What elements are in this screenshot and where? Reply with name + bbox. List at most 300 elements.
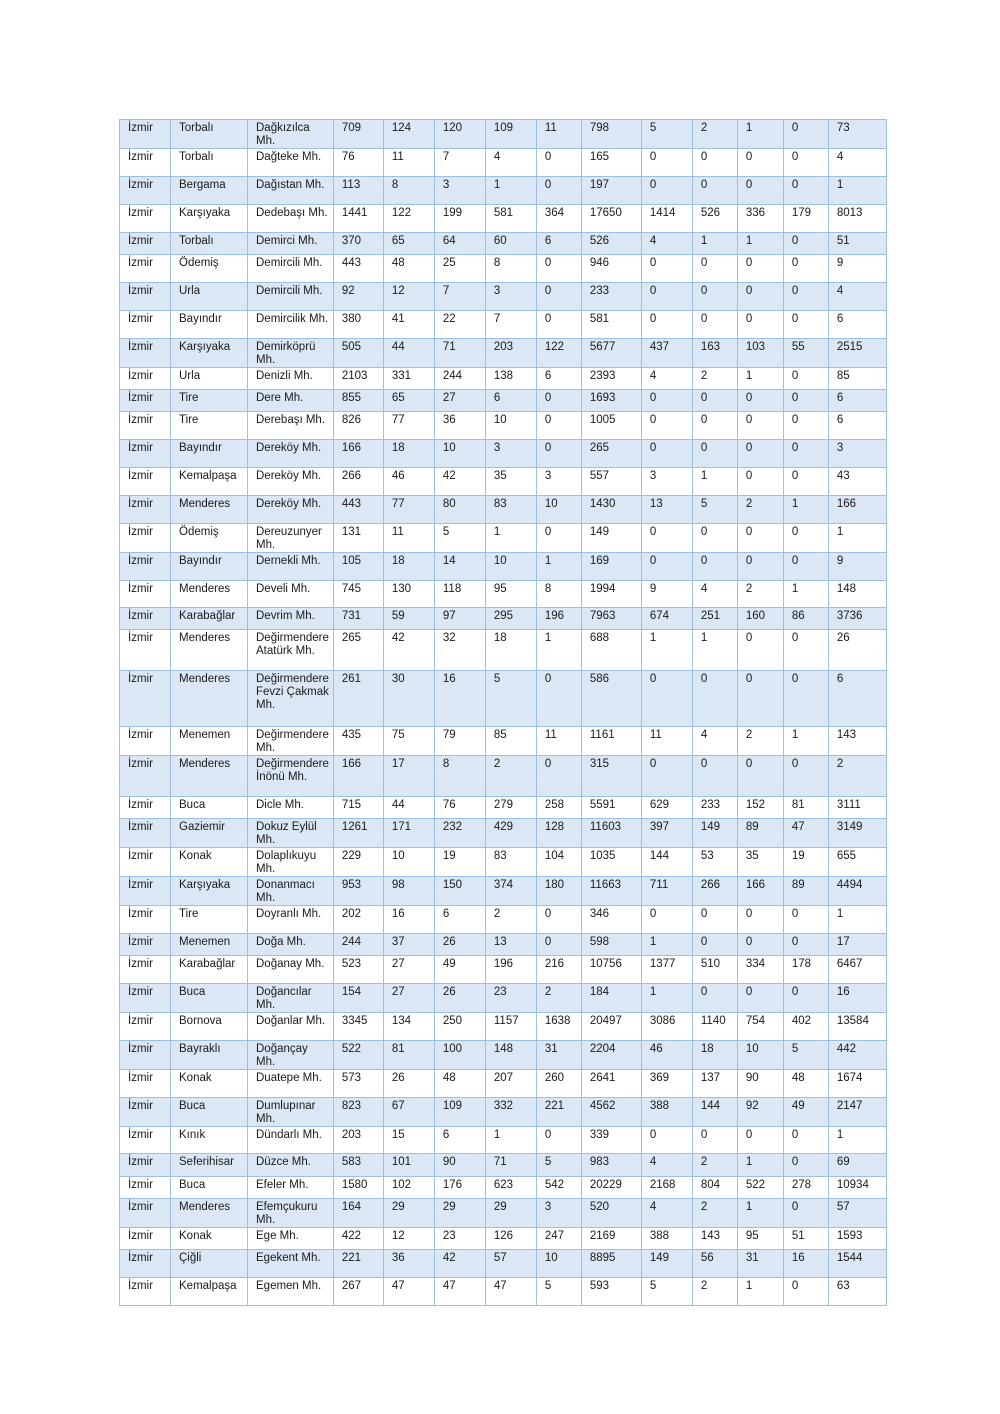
table-row — [120, 581, 887, 608]
cell-c7: 4 — [641, 233, 692, 255]
cell-c2: 42 — [383, 630, 434, 671]
cell-c8: 4 — [692, 581, 737, 608]
cell-c3: 6 — [434, 1127, 485, 1154]
cell-c2: 12 — [383, 1228, 434, 1250]
cell-c7: 0 — [641, 311, 692, 339]
cell-c6: 346 — [581, 906, 641, 934]
cell-c10: 0 — [783, 255, 828, 283]
table-row — [120, 848, 887, 877]
table-row — [120, 311, 887, 339]
cell-c4: 6 — [485, 390, 536, 412]
cell-district: Bornova — [171, 1013, 248, 1041]
cell-district: Torbalı — [171, 120, 248, 149]
cell-c1: 745 — [333, 581, 383, 608]
cell-c11: 3736 — [828, 608, 886, 630]
cell-c11: 2515 — [828, 339, 886, 368]
cell-c11: 655 — [828, 848, 886, 877]
cell-province: İzmir — [120, 1070, 171, 1098]
cell-neighborhood: Dolaplıkuyu Mh. — [248, 848, 334, 877]
table-row — [120, 553, 887, 581]
cell-c10: 0 — [783, 630, 828, 671]
cell-c5: 3 — [536, 1199, 581, 1228]
cell-c3: 3 — [434, 177, 485, 205]
cell-c2: 102 — [383, 1177, 434, 1199]
table-row — [120, 671, 887, 727]
cell-c3: 5 — [434, 524, 485, 553]
cell-c10: 0 — [783, 283, 828, 311]
cell-c4: 332 — [485, 1098, 536, 1127]
cell-neighborhood: Doğançay Mh. — [248, 1041, 334, 1070]
cell-c8: 0 — [692, 390, 737, 412]
cell-c8: 0 — [692, 255, 737, 283]
cell-c2: 29 — [383, 1199, 434, 1228]
cell-c8: 0 — [692, 1127, 737, 1154]
cell-c4: 95 — [485, 581, 536, 608]
cell-district: Buca — [171, 1098, 248, 1127]
cell-c10: 1 — [783, 581, 828, 608]
cell-c2: 59 — [383, 608, 434, 630]
cell-c6: 2641 — [581, 1070, 641, 1098]
cell-c6: 165 — [581, 149, 641, 177]
cell-c3: 76 — [434, 797, 485, 819]
cell-c4: 10 — [485, 412, 536, 440]
cell-province: İzmir — [120, 440, 171, 468]
cell-c10: 178 — [783, 956, 828, 984]
cell-c7: 711 — [641, 877, 692, 906]
cell-neighborhood: Dedebaşı Mh. — [248, 205, 334, 233]
cell-district: Gaziemir — [171, 819, 248, 848]
cell-c9: 152 — [737, 797, 783, 819]
cell-c2: 8 — [383, 177, 434, 205]
cell-c1: 244 — [333, 934, 383, 956]
cell-c11: 69 — [828, 1154, 886, 1177]
cell-c9: 0 — [737, 255, 783, 283]
cell-c7: 0 — [641, 149, 692, 177]
cell-c4: 2 — [485, 906, 536, 934]
cell-c2: 47 — [383, 1278, 434, 1306]
cell-c5: 180 — [536, 877, 581, 906]
cell-c4: 581 — [485, 205, 536, 233]
cell-c10: 47 — [783, 819, 828, 848]
cell-c9: 10 — [737, 1041, 783, 1070]
cell-c4: 29 — [485, 1199, 536, 1228]
cell-province: İzmir — [120, 1127, 171, 1154]
cell-c2: 18 — [383, 440, 434, 468]
cell-c4: 138 — [485, 368, 536, 390]
cell-neighborhood: Dağkızılca Mh. — [248, 120, 334, 149]
cell-c3: 64 — [434, 233, 485, 255]
cell-c10: 1 — [783, 727, 828, 756]
cell-c6: 184 — [581, 984, 641, 1013]
cell-province: İzmir — [120, 1154, 171, 1177]
cell-c1: 443 — [333, 496, 383, 524]
cell-province: İzmir — [120, 120, 171, 149]
cell-province: İzmir — [120, 339, 171, 368]
cell-c1: 522 — [333, 1041, 383, 1070]
cell-c4: 47 — [485, 1278, 536, 1306]
cell-district: Tire — [171, 390, 248, 412]
cell-c7: 144 — [641, 848, 692, 877]
cell-c5: 11 — [536, 727, 581, 756]
cell-neighborhood: Dumlupınar Mh. — [248, 1098, 334, 1127]
cell-c2: 46 — [383, 468, 434, 496]
cell-c11: 6 — [828, 311, 886, 339]
cell-c3: 48 — [434, 1070, 485, 1098]
cell-c1: 583 — [333, 1154, 383, 1177]
table-body — [120, 120, 887, 1306]
table-row — [120, 934, 887, 956]
cell-c5: 2 — [536, 984, 581, 1013]
cell-c6: 557 — [581, 468, 641, 496]
cell-neighborhood: Değirmendere Mh. — [248, 727, 334, 756]
cell-province: İzmir — [120, 412, 171, 440]
cell-province: İzmir — [120, 877, 171, 906]
cell-c6: 520 — [581, 1199, 641, 1228]
cell-province: İzmir — [120, 1278, 171, 1306]
cell-c10: 0 — [783, 1154, 828, 1177]
cell-c8: 0 — [692, 984, 737, 1013]
cell-c8: 0 — [692, 934, 737, 956]
cell-c4: 35 — [485, 468, 536, 496]
table-row — [120, 496, 887, 524]
cell-c7: 0 — [641, 1127, 692, 1154]
cell-c6: 1994 — [581, 581, 641, 608]
cell-c7: 1 — [641, 934, 692, 956]
cell-c11: 1 — [828, 1127, 886, 1154]
cell-c9: 1 — [737, 368, 783, 390]
table-row — [120, 120, 887, 149]
cell-province: İzmir — [120, 149, 171, 177]
cell-c3: 26 — [434, 984, 485, 1013]
cell-c6: 798 — [581, 120, 641, 149]
cell-c10: 0 — [783, 311, 828, 339]
cell-c9: 334 — [737, 956, 783, 984]
cell-c5: 128 — [536, 819, 581, 848]
cell-c11: 1 — [828, 524, 886, 553]
cell-district: Seferihisar — [171, 1154, 248, 1177]
cell-district: Karşıyaka — [171, 339, 248, 368]
cell-c1: 1261 — [333, 819, 383, 848]
cell-district: Konak — [171, 1070, 248, 1098]
cell-c1: 370 — [333, 233, 383, 255]
cell-c7: 629 — [641, 797, 692, 819]
cell-c10: 402 — [783, 1013, 828, 1041]
cell-c6: 581 — [581, 311, 641, 339]
cell-c3: 109 — [434, 1098, 485, 1127]
cell-c3: 118 — [434, 581, 485, 608]
cell-district: Menderes — [171, 671, 248, 727]
cell-province: İzmir — [120, 671, 171, 727]
cell-c6: 149 — [581, 524, 641, 553]
cell-c4: 10 — [485, 553, 536, 581]
cell-c2: 11 — [383, 524, 434, 553]
cell-c5: 0 — [536, 756, 581, 797]
cell-c11: 143 — [828, 727, 886, 756]
cell-c11: 16 — [828, 984, 886, 1013]
cell-c6: 2169 — [581, 1228, 641, 1250]
cell-neighborhood: Demircili Mh. — [248, 283, 334, 311]
cell-neighborhood: Dicle Mh. — [248, 797, 334, 819]
cell-c8: 1140 — [692, 1013, 737, 1041]
cell-c2: 81 — [383, 1041, 434, 1070]
cell-c7: 369 — [641, 1070, 692, 1098]
table-row — [120, 283, 887, 311]
cell-c5: 11 — [536, 120, 581, 149]
cell-c6: 1430 — [581, 496, 641, 524]
cell-c6: 17650 — [581, 205, 641, 233]
cell-neighborhood: Demircilik Mh. — [248, 311, 334, 339]
cell-neighborhood: Dereköy Mh. — [248, 468, 334, 496]
cell-c1: 715 — [333, 797, 383, 819]
cell-c1: 523 — [333, 956, 383, 984]
cell-neighborhood: Dereuzunyer Mh. — [248, 524, 334, 553]
cell-province: İzmir — [120, 756, 171, 797]
cell-c2: 27 — [383, 984, 434, 1013]
cell-district: Konak — [171, 1228, 248, 1250]
cell-c11: 1674 — [828, 1070, 886, 1098]
cell-c9: 103 — [737, 339, 783, 368]
table-row — [120, 984, 887, 1013]
cell-c6: 1161 — [581, 727, 641, 756]
cell-c1: 709 — [333, 120, 383, 149]
cell-c11: 1544 — [828, 1250, 886, 1278]
cell-c5: 258 — [536, 797, 581, 819]
cell-neighborhood: Duatepe Mh. — [248, 1070, 334, 1098]
cell-c2: 171 — [383, 819, 434, 848]
cell-c2: 44 — [383, 339, 434, 368]
table-row — [120, 608, 887, 630]
cell-c8: 0 — [692, 524, 737, 553]
cell-c11: 2147 — [828, 1098, 886, 1127]
cell-district: Menderes — [171, 581, 248, 608]
cell-c10: 81 — [783, 797, 828, 819]
cell-c4: 374 — [485, 877, 536, 906]
cell-c7: 388 — [641, 1228, 692, 1250]
cell-c4: 3 — [485, 440, 536, 468]
cell-c3: 6 — [434, 906, 485, 934]
table-row — [120, 756, 887, 797]
cell-c5: 0 — [536, 934, 581, 956]
cell-c8: 0 — [692, 906, 737, 934]
table-row — [120, 412, 887, 440]
cell-district: Menemen — [171, 934, 248, 956]
cell-c2: 65 — [383, 233, 434, 255]
cell-c5: 0 — [536, 1127, 581, 1154]
cell-c9: 1 — [737, 1199, 783, 1228]
cell-neighborhood: Doğanay Mh. — [248, 956, 334, 984]
cell-c9: 0 — [737, 440, 783, 468]
cell-neighborhood: Doğanlar Mh. — [248, 1013, 334, 1041]
cell-c1: 422 — [333, 1228, 383, 1250]
cell-c3: 150 — [434, 877, 485, 906]
cell-c3: 176 — [434, 1177, 485, 1199]
table-row — [120, 1070, 887, 1098]
cell-district: Torbalı — [171, 233, 248, 255]
cell-c5: 5 — [536, 1154, 581, 1177]
cell-c4: 71 — [485, 1154, 536, 1177]
cell-c1: 823 — [333, 1098, 383, 1127]
cell-c1: 380 — [333, 311, 383, 339]
cell-c11: 85 — [828, 368, 886, 390]
cell-c8: 251 — [692, 608, 737, 630]
cell-c4: 429 — [485, 819, 536, 848]
cell-c4: 83 — [485, 496, 536, 524]
cell-c8: 5 — [692, 496, 737, 524]
cell-c9: 0 — [737, 984, 783, 1013]
cell-district: Kemalpaşa — [171, 1278, 248, 1306]
cell-c5: 364 — [536, 205, 581, 233]
cell-c5: 6 — [536, 368, 581, 390]
cell-c2: 44 — [383, 797, 434, 819]
cell-province: İzmir — [120, 1228, 171, 1250]
cell-c2: 48 — [383, 255, 434, 283]
cell-c5: 5 — [536, 1278, 581, 1306]
cell-c5: 10 — [536, 496, 581, 524]
cell-c2: 75 — [383, 727, 434, 756]
cell-c8: 163 — [692, 339, 737, 368]
cell-c4: 207 — [485, 1070, 536, 1098]
cell-c9: 0 — [737, 1127, 783, 1154]
cell-c3: 8 — [434, 756, 485, 797]
cell-c2: 77 — [383, 412, 434, 440]
cell-c8: 1 — [692, 233, 737, 255]
cell-c7: 0 — [641, 756, 692, 797]
cell-c5: 31 — [536, 1041, 581, 1070]
cell-c6: 526 — [581, 233, 641, 255]
cell-c8: 266 — [692, 877, 737, 906]
cell-c3: 32 — [434, 630, 485, 671]
cell-c7: 4 — [641, 368, 692, 390]
cell-c10: 0 — [783, 368, 828, 390]
cell-c11: 166 — [828, 496, 886, 524]
cell-province: İzmir — [120, 390, 171, 412]
cell-district: Urla — [171, 283, 248, 311]
cell-c3: 26 — [434, 934, 485, 956]
cell-c7: 0 — [641, 255, 692, 283]
cell-c5: 104 — [536, 848, 581, 877]
cell-c4: 2 — [485, 756, 536, 797]
cell-c10: 55 — [783, 339, 828, 368]
cell-c8: 1 — [692, 468, 737, 496]
cell-c5: 216 — [536, 956, 581, 984]
cell-province: İzmir — [120, 630, 171, 671]
cell-c11: 26 — [828, 630, 886, 671]
cell-c9: 0 — [737, 468, 783, 496]
cell-c3: 49 — [434, 956, 485, 984]
cell-c2: 124 — [383, 120, 434, 149]
cell-c3: 100 — [434, 1041, 485, 1070]
cell-c3: 22 — [434, 311, 485, 339]
cell-c9: 1 — [737, 1154, 783, 1177]
cell-district: Tire — [171, 412, 248, 440]
cell-c8: 0 — [692, 311, 737, 339]
cell-c1: 166 — [333, 440, 383, 468]
cell-c7: 674 — [641, 608, 692, 630]
cell-neighborhood: Egekent Mh. — [248, 1250, 334, 1278]
cell-c8: 137 — [692, 1070, 737, 1098]
cell-c7: 4 — [641, 1154, 692, 1177]
cell-c10: 19 — [783, 848, 828, 877]
cell-c10: 0 — [783, 553, 828, 581]
cell-c3: 7 — [434, 149, 485, 177]
cell-c4: 1 — [485, 1127, 536, 1154]
cell-district: Kınık — [171, 1127, 248, 1154]
cell-c11: 6 — [828, 671, 886, 727]
cell-c4: 295 — [485, 608, 536, 630]
cell-c6: 586 — [581, 671, 641, 727]
cell-district: Kemalpaşa — [171, 468, 248, 496]
cell-c3: 90 — [434, 1154, 485, 1177]
cell-c9: 92 — [737, 1098, 783, 1127]
cell-c9: 522 — [737, 1177, 783, 1199]
cell-c9: 0 — [737, 283, 783, 311]
cell-c1: 154 — [333, 984, 383, 1013]
cell-c6: 946 — [581, 255, 641, 283]
table-row — [120, 390, 887, 412]
cell-c4: 3 — [485, 283, 536, 311]
cell-neighborhood: Dağteke Mh. — [248, 149, 334, 177]
cell-c7: 0 — [641, 906, 692, 934]
cell-c10: 16 — [783, 1250, 828, 1278]
cell-province: İzmir — [120, 1199, 171, 1228]
cell-c1: 266 — [333, 468, 383, 496]
cell-neighborhood: Dündarlı Mh. — [248, 1127, 334, 1154]
cell-c9: 0 — [737, 671, 783, 727]
cell-c10: 0 — [783, 120, 828, 149]
cell-neighborhood: Egemen Mh. — [248, 1278, 334, 1306]
cell-neighborhood: Ege Mh. — [248, 1228, 334, 1250]
cell-c2: 41 — [383, 311, 434, 339]
cell-neighborhood: Dağıstan Mh. — [248, 177, 334, 205]
table-row — [120, 956, 887, 984]
cell-c8: 0 — [692, 756, 737, 797]
cell-c3: 250 — [434, 1013, 485, 1041]
cell-c1: 2103 — [333, 368, 383, 390]
cell-c7: 0 — [641, 390, 692, 412]
cell-district: Buca — [171, 797, 248, 819]
cell-neighborhood: Değirmendere Fevzi Çakmak Mh. — [248, 671, 334, 727]
cell-c2: 130 — [383, 581, 434, 608]
cell-neighborhood: Efemçukuru Mh. — [248, 1199, 334, 1228]
cell-c9: 35 — [737, 848, 783, 877]
cell-province: İzmir — [120, 608, 171, 630]
cell-province: İzmir — [120, 956, 171, 984]
cell-c3: 16 — [434, 671, 485, 727]
cell-c4: 1 — [485, 177, 536, 205]
cell-neighborhood: Denizli Mh. — [248, 368, 334, 390]
cell-c8: 510 — [692, 956, 737, 984]
cell-c11: 1593 — [828, 1228, 886, 1250]
cell-c2: 15 — [383, 1127, 434, 1154]
cell-c10: 0 — [783, 440, 828, 468]
cell-c8: 0 — [692, 177, 737, 205]
table-row — [120, 819, 887, 848]
cell-c5: 1 — [536, 553, 581, 581]
cell-c3: 36 — [434, 412, 485, 440]
cell-district: Menderes — [171, 756, 248, 797]
cell-c3: 80 — [434, 496, 485, 524]
cell-neighborhood: Değirmendere Atatürk Mh. — [248, 630, 334, 671]
cell-c8: 4 — [692, 727, 737, 756]
cell-district: Bayındır — [171, 553, 248, 581]
cell-province: İzmir — [120, 1041, 171, 1070]
cell-c9: 0 — [737, 412, 783, 440]
cell-c2: 26 — [383, 1070, 434, 1098]
cell-province: İzmir — [120, 819, 171, 848]
cell-c3: 47 — [434, 1278, 485, 1306]
cell-c5: 0 — [536, 671, 581, 727]
cell-c5: 6 — [536, 233, 581, 255]
